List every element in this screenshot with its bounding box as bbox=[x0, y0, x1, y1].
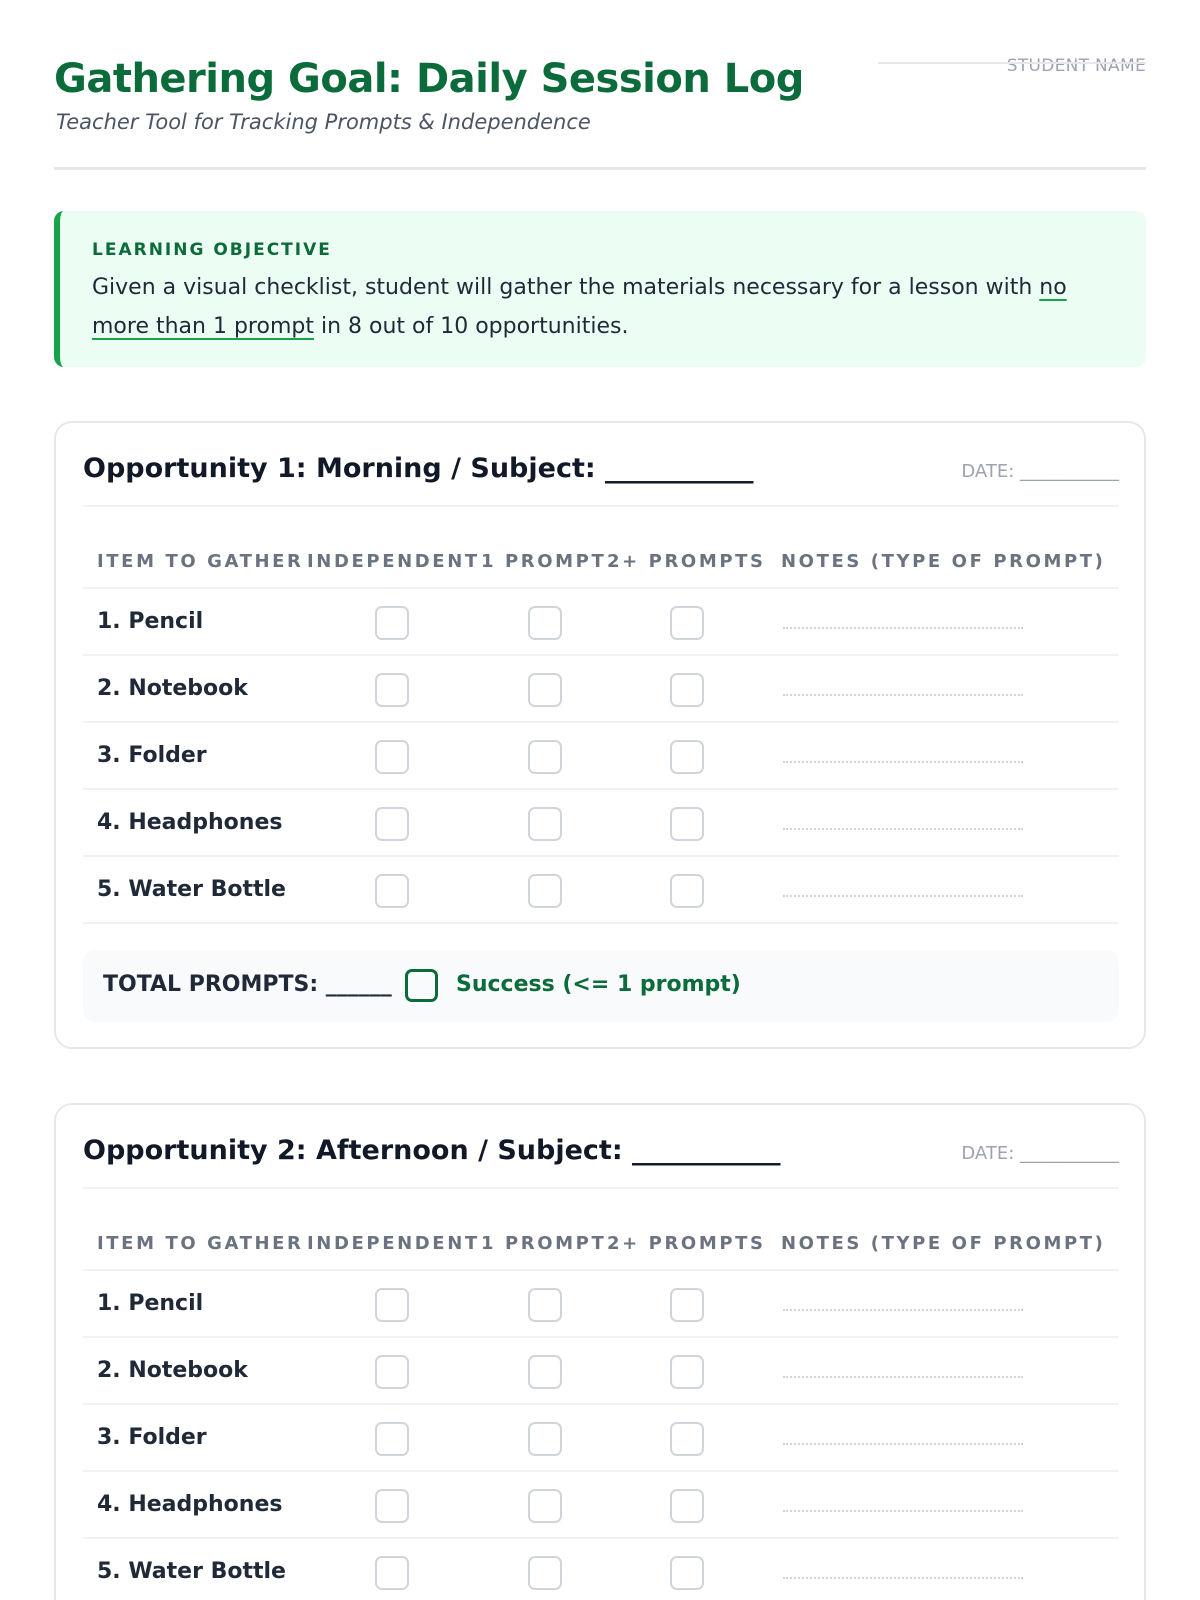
notes-field[interactable] bbox=[783, 761, 1023, 763]
column-header-item: ITEM TO GATHER bbox=[97, 551, 304, 572]
item-label: 2. Notebook bbox=[97, 1358, 248, 1383]
learning-objective-box bbox=[54, 211, 1146, 367]
table-row bbox=[83, 1271, 1119, 1338]
one-prompt-checkbox[interactable] bbox=[528, 1556, 562, 1590]
student-name-block bbox=[878, 56, 1146, 76]
opportunity-date-field[interactable]: DATE: ___________ bbox=[961, 1143, 1119, 1164]
page-title: Gathering Goal: Daily Session Log bbox=[54, 56, 804, 102]
table-row bbox=[83, 857, 1119, 924]
column-header-one-prompt: 1 PROMPT bbox=[481, 551, 607, 572]
opportunity-header bbox=[83, 1105, 1119, 1189]
item-label: 5. Water Bottle bbox=[97, 1559, 286, 1584]
column-header-two-prompts: 2+ PROMPTS bbox=[607, 1233, 766, 1254]
one-prompt-checkbox[interactable] bbox=[528, 740, 562, 774]
notes-field[interactable] bbox=[783, 627, 1023, 629]
opportunity-title: Opportunity 2: Afternoon / Subject: ___________ bbox=[83, 1135, 781, 1166]
column-header-notes: NOTES (TYPE OF PROMPT) bbox=[781, 1233, 1106, 1254]
student-name-field[interactable] bbox=[878, 62, 1146, 64]
item-label: 1. Pencil bbox=[97, 1291, 204, 1316]
table-header bbox=[83, 531, 1119, 589]
table-row bbox=[83, 1472, 1119, 1539]
opportunity-header bbox=[83, 423, 1119, 507]
table-header bbox=[83, 1213, 1119, 1271]
two-prompts-checkbox[interactable] bbox=[670, 1422, 704, 1456]
notes-field[interactable] bbox=[783, 1510, 1023, 1512]
two-prompts-checkbox[interactable] bbox=[670, 673, 704, 707]
table-row bbox=[83, 656, 1119, 723]
objective-text-end: in 8 out of 10 opportunities. bbox=[313, 314, 629, 339]
objective-text-emphasis: no more than 1 prompt bbox=[92, 275, 1067, 339]
item-label: 3. Folder bbox=[97, 1425, 207, 1450]
one-prompt-checkbox[interactable] bbox=[528, 1422, 562, 1456]
item-label: 5. Water Bottle bbox=[97, 877, 286, 902]
notes-field[interactable] bbox=[783, 694, 1023, 696]
independent-checkbox[interactable] bbox=[375, 1288, 409, 1322]
item-label: 3. Folder bbox=[97, 743, 207, 768]
notes-field[interactable] bbox=[783, 828, 1023, 830]
table-row bbox=[83, 1338, 1119, 1405]
column-header-notes: NOTES (TYPE OF PROMPT) bbox=[781, 551, 1106, 572]
table-row bbox=[83, 589, 1119, 656]
notes-field[interactable] bbox=[783, 1443, 1023, 1445]
item-label: 4. Headphones bbox=[97, 810, 283, 835]
independent-checkbox[interactable] bbox=[375, 874, 409, 908]
table-row bbox=[83, 723, 1119, 790]
success-label: Success (<= 1 prompt) bbox=[456, 972, 741, 997]
session-log-page bbox=[54, 0, 1146, 1584]
two-prompts-checkbox[interactable] bbox=[670, 606, 704, 640]
independent-checkbox[interactable] bbox=[375, 1556, 409, 1590]
total-prompts-field[interactable]: TOTAL PROMPTS: ______ bbox=[103, 972, 392, 997]
success-checkbox[interactable] bbox=[405, 969, 438, 1002]
item-label: 1. Pencil bbox=[97, 609, 204, 634]
table-row bbox=[83, 790, 1119, 857]
column-header-item: ITEM TO GATHER bbox=[97, 1233, 304, 1254]
item-label: 2. Notebook bbox=[97, 676, 248, 701]
one-prompt-checkbox[interactable] bbox=[528, 673, 562, 707]
one-prompt-checkbox[interactable] bbox=[528, 1288, 562, 1322]
two-prompts-checkbox[interactable] bbox=[670, 1556, 704, 1590]
column-header-independent: INDEPENDENT bbox=[307, 551, 480, 572]
two-prompts-checkbox[interactable] bbox=[670, 1489, 704, 1523]
objective-text-start: Given a visual checklist, student will gather the materials necessary for a lesson with bbox=[92, 275, 1040, 300]
notes-field[interactable] bbox=[783, 1376, 1023, 1378]
notes-field[interactable] bbox=[783, 895, 1023, 897]
one-prompt-checkbox[interactable] bbox=[528, 1355, 562, 1389]
opportunity-card-1 bbox=[54, 421, 1146, 1049]
one-prompt-checkbox[interactable] bbox=[528, 874, 562, 908]
independent-checkbox[interactable] bbox=[375, 1355, 409, 1389]
independent-checkbox[interactable] bbox=[375, 807, 409, 841]
page-header bbox=[54, 0, 1146, 170]
total-prompts-bar bbox=[83, 950, 1119, 1022]
opportunity-date-field[interactable]: DATE: ___________ bbox=[961, 461, 1119, 482]
two-prompts-checkbox[interactable] bbox=[670, 807, 704, 841]
objective-label: LEARNING OBJECTIVE bbox=[92, 240, 332, 260]
two-prompts-checkbox[interactable] bbox=[670, 1288, 704, 1322]
student-name-label: STUDENT NAME bbox=[1006, 56, 1146, 76]
table-row bbox=[83, 1539, 1119, 1600]
two-prompts-checkbox[interactable] bbox=[670, 1355, 704, 1389]
column-header-independent: INDEPENDENT bbox=[307, 1233, 480, 1254]
notes-field[interactable] bbox=[783, 1309, 1023, 1311]
independent-checkbox[interactable] bbox=[375, 740, 409, 774]
independent-checkbox[interactable] bbox=[375, 1422, 409, 1456]
item-label: 4. Headphones bbox=[97, 1492, 283, 1517]
independent-checkbox[interactable] bbox=[375, 606, 409, 640]
notes-field[interactable] bbox=[783, 1577, 1023, 1579]
opportunity-title: Opportunity 1: Morning / Subject: ___________ bbox=[83, 453, 754, 484]
independent-checkbox[interactable] bbox=[375, 1489, 409, 1523]
two-prompts-checkbox[interactable] bbox=[670, 874, 704, 908]
objective-text bbox=[92, 268, 1102, 346]
table-row bbox=[83, 1405, 1119, 1472]
one-prompt-checkbox[interactable] bbox=[528, 1489, 562, 1523]
one-prompt-checkbox[interactable] bbox=[528, 807, 562, 841]
page-subtitle: Teacher Tool for Tracking Prompts & Independence bbox=[56, 110, 591, 134]
column-header-one-prompt: 1 PROMPT bbox=[481, 1233, 607, 1254]
two-prompts-checkbox[interactable] bbox=[670, 740, 704, 774]
independent-checkbox[interactable] bbox=[375, 673, 409, 707]
opportunity-card-2 bbox=[54, 1103, 1146, 1600]
one-prompt-checkbox[interactable] bbox=[528, 606, 562, 640]
column-header-two-prompts: 2+ PROMPTS bbox=[607, 551, 766, 572]
